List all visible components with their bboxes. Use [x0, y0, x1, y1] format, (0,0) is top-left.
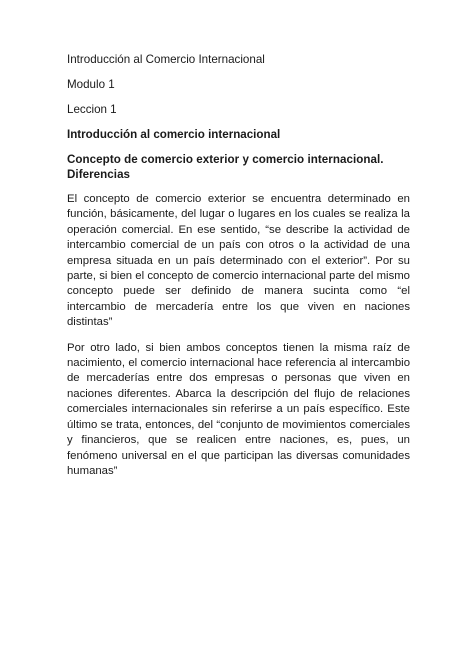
- document-page: [67, 52, 410, 489]
- lesson-label: Leccion 1: [67, 103, 117, 116]
- section-title: Introducción al comercio internacional: [67, 128, 281, 141]
- body-paragraph-2: Por otro lado, si bien ambos conceptos tienen la misma raíz de nacimiento, el comercio internacional hace referencia al intercambio de mercaderías entre dos empresas o personas que viven en naciones diferentes. Abarca la descripción del flujo de relaciones comerciales internacionales sin referirse a un país específico. Este último se trata, entonces, del “conjunto de movimientos comerciales y financieros, que se realicen entre naciones, es, pues, un fenómeno universal en el que participan las diversas comunidades humanas”: [67, 341, 410, 477]
- body-paragraph-1: El concepto de comercio exterior se encuentra determinado en función, básicamente, del lugar o lugares en los cuales se realiza la operación comercial. En ese sentido, “se describe la actividad de intercambio comercial de un país con otros o la actividad de una empresa situada en un país determinado con el exterior”. Por su parte, si bien el concepto de comercio internacional parte del mismo concepto puede ser definido de manera sucinta como “el intercambio de mercadería entre los que viven en naciones distintas”: [67, 193, 410, 329]
- subsection-title: Concepto de comercio exterior y comercio internacional. Diferencias: [67, 153, 384, 181]
- module-label: Modulo 1: [67, 78, 115, 91]
- course-title: Introducción al Comercio Internacional: [67, 53, 265, 66]
